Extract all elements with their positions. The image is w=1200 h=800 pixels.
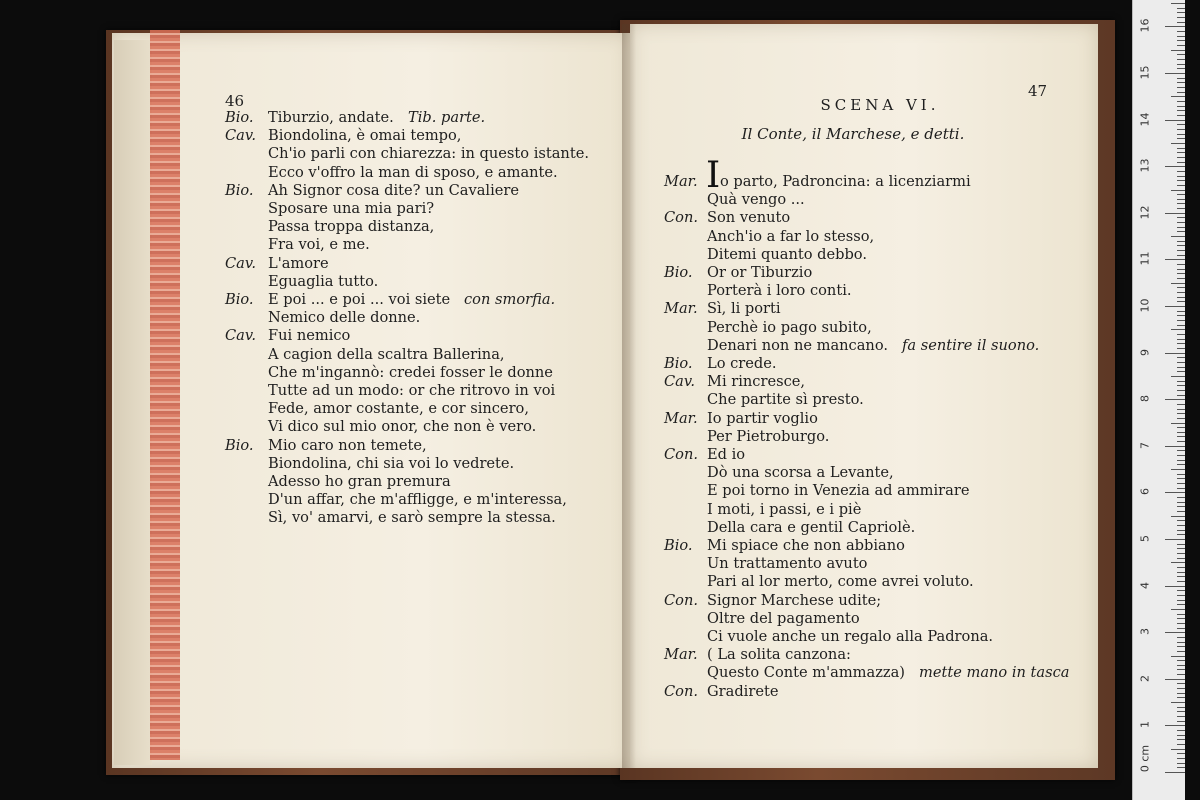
verse-text: Nemico delle donne. [268,309,421,327]
speaker-label: Con. [664,446,698,463]
verse-text: Mi rincresce, [707,373,806,391]
ruler-tick [1177,618,1185,619]
ruler-tick [1171,749,1185,750]
ruler-tick [1177,315,1185,316]
verse-text: Sì, li porti [707,300,781,318]
ruler-tick [1177,478,1185,479]
ruler-tick [1177,474,1185,475]
verse-text: Dò una scorsa a Levante, [707,464,894,482]
ruler-tick [1177,548,1185,549]
ruler-label: 0 cm [1138,744,1152,773]
ruler-tick [1177,697,1185,698]
ruler-tick [1177,642,1185,643]
ruler-tick [1177,623,1185,624]
ruler-tick [1177,544,1185,545]
ruler-tick [1177,17,1185,18]
ruler-tick [1177,227,1185,228]
ruler-tick [1177,558,1185,559]
speaker-label: Con. [664,682,698,700]
ruler-tick [1171,143,1185,144]
verse-text: Perchè io pago subito, [707,318,872,336]
ruler-tick [1177,669,1185,670]
ruler-tick [1177,255,1185,256]
verse-text: Anch'io a far lo stesso, [707,227,875,245]
stage-direction: con smorfia. [464,291,556,308]
ruler-tick [1171,516,1185,517]
ruler-tick [1177,502,1185,503]
verse-text: Oltre del pagamento [707,609,860,627]
ruler-tick [1177,506,1185,507]
ruler-tick [1171,3,1185,4]
ruler-tick [1177,22,1185,23]
verse-text: Biondolina, chi sia voi lo vedrete. [268,454,515,472]
ruler-tick [1177,651,1185,652]
ruler-tick [1165,679,1185,680]
verse-text: Della cara e gentil Capriolè. [707,518,916,536]
speaker-label: Bio. [225,291,254,308]
ruler-tick [1171,656,1185,657]
verse-text: E poi ... e poi ... voi siete [268,291,451,308]
verse-text: Sposare una mia pari? [268,200,435,217]
ruler-tick [1177,707,1185,708]
page-edge [114,40,152,765]
speaker-label: Mar. [664,173,698,190]
verse-text: Passa troppa distanza, [268,218,435,236]
ruler-tick [1177,78,1185,79]
verse-text: Son venuto [707,209,791,227]
ruler-tick [1177,106,1185,107]
ruler-tick [1177,64,1185,65]
ruler-tick [1165,120,1185,121]
verse-text: Ch'io parli con chiarezza: in questo istante. [268,145,589,163]
verse-text: Ecco v'offro la man di sposo, e amante. [268,163,558,181]
ruler-tick [1177,614,1185,615]
ruler-tick [1177,674,1185,675]
ruler-tick [1177,628,1185,629]
ruler-label: 5 [1138,535,1152,542]
ruler-label: 16 [1138,18,1152,33]
ruler-tick [1177,385,1185,386]
ruler-label: 2 [1138,674,1152,682]
ruler-tick [1177,753,1185,754]
ruler-tick [1177,134,1185,135]
ruler-tick [1177,441,1185,442]
ruler-tick [1177,413,1185,414]
ruler-tick [1177,36,1185,37]
ruler-tick [1177,488,1185,489]
ruler-tick [1177,31,1185,32]
ruler-tick [1177,763,1185,764]
verse-text: Mio caro non temete, [268,436,427,454]
verse-text: Vi dico sul mio onor, che non è vero. [268,418,537,436]
ruler-tick [1177,68,1185,69]
ruler-tick [1171,423,1185,424]
ruler-tick [1177,311,1185,312]
verse-text: I moti, i passi, e i piè [707,500,862,518]
ruler-tick [1177,595,1185,596]
ruler-tick [1177,390,1185,391]
verse-text: Fede, amor costante, e cor sincero, [268,400,529,418]
stage-direction: fa sentire il suono. [902,336,1040,354]
ruler-label: 12 [1138,205,1152,220]
ruler-tick [1177,176,1185,177]
verse-text: Eguaglia tutto. [268,272,379,290]
verse-text: Signor Marchese udite; [707,591,882,609]
ruler-tick [1177,101,1185,102]
ruler-tick [1177,553,1185,554]
ruler-tick [1177,371,1185,372]
ruler-tick [1171,329,1185,330]
speaker-label: Bio. [664,264,693,281]
ruler-tick [1177,660,1185,661]
ruler-tick [1177,180,1185,181]
ruler-tick [1177,162,1185,163]
ruler-tick [1165,586,1185,587]
speaker-label: Mar. [664,646,698,664]
ruler-tick [1165,26,1185,27]
verse-text: Gradirete [707,682,779,700]
verse-text: Ditemi quanto debbo. [707,245,867,263]
ruler-label: 7 [1138,441,1152,449]
ruler-tick [1177,730,1185,731]
ruler-tick [1177,688,1185,689]
ruler-tick [1177,357,1185,358]
ruler-tick [1177,511,1185,512]
verse-text: Che partite sì presto. [707,391,864,409]
ruler-tick [1177,278,1185,279]
ruler-tick [1177,115,1185,116]
speaker-label: Cav. [225,127,257,145]
ruler-tick [1177,297,1185,298]
ruler-tick [1177,264,1185,265]
verse-text: Ci vuole anche un regalo alla Padrona. [707,628,994,645]
verse-text: L'amore [268,254,329,272]
measuring-ruler [1132,0,1185,800]
speaker-label: Cav. [225,327,257,345]
ruler-tick [1177,194,1185,195]
verse-text: Porterà i loro conti. [707,282,852,300]
ruler-tick [1177,497,1185,498]
ruler-tick [1177,203,1185,204]
verse-text: Questo Conte m'ammazza) [707,664,905,682]
ruler-tick [1177,637,1185,638]
ruler-tick [1177,711,1185,712]
ruler-label: 6 [1138,488,1152,496]
ruler-label: 15 [1138,65,1152,80]
ruler-tick [1177,572,1185,573]
ruler-label: 4 [1138,581,1152,589]
ruler-label: 8 [1138,395,1152,403]
ruler-tick [1177,245,1185,246]
ruler-label: 10 [1138,298,1152,313]
ruler-tick [1177,348,1185,349]
ruler-label: 9 [1138,348,1152,356]
ruler-tick [1177,581,1185,582]
verse-text: Adesso ho gran premura [268,473,451,490]
ruler-tick [1177,716,1185,717]
ruler-tick [1177,217,1185,218]
speaker-label: Bio. [225,181,254,199]
ruler-tick [1177,45,1185,46]
speaker-label: Bio. [225,109,254,126]
ruler-tick [1177,427,1185,428]
ruler-tick [1165,446,1185,447]
ruler-tick [1177,222,1185,223]
ruler-tick [1177,721,1185,722]
verse-text: Sì, vo' amarvi, e sarò sempre la stessa. [268,509,556,527]
ruler-tick [1177,600,1185,601]
speaker-label: Con. [664,591,698,609]
red-sprinkled-edge [150,30,180,760]
ruler-tick [1165,306,1185,307]
verse-text: Fui nemico [268,327,351,345]
ruler-tick [1177,665,1185,666]
speaker-label: Con. [664,209,698,227]
ruler-tick [1177,292,1185,293]
ruler-tick [1177,739,1185,740]
ruler-tick [1177,241,1185,242]
ruler-tick [1177,758,1185,759]
ruler-tick [1177,54,1185,55]
ruler-tick [1177,273,1185,274]
verse-text: Mi spiace che non abbiano [707,537,905,554]
ruler-tick [1165,492,1185,493]
ruler-tick [1177,767,1185,768]
ruler-tick [1177,436,1185,437]
verse-text: E poi torno in Venezia ad ammirare [707,482,970,500]
ruler-tick [1177,567,1185,568]
ruler-tick [1165,725,1185,726]
speaker-label: Mar. [664,300,698,318]
verse-text: Tiburzio, andate. [268,109,394,126]
verse-text: Lo crede. [707,355,777,372]
ruler-tick [1177,320,1185,321]
speaker-label: Cav. [225,254,257,272]
ruler-tick [1177,483,1185,484]
ruler-tick [1177,250,1185,251]
ruler-tick [1177,534,1185,535]
ruler-tick [1177,231,1185,232]
ruler-tick [1177,735,1185,736]
ruler-tick [1171,96,1185,97]
ruler-tick [1177,208,1185,209]
ruler-tick [1171,50,1185,51]
ruler-label: 14 [1138,112,1152,127]
verse-text: Denari non ne mancano. [707,336,888,354]
ruler-tick [1171,469,1185,470]
ruler-tick [1177,409,1185,410]
ruler-tick [1171,702,1185,703]
verse-text: Fra voi, e me. [268,236,370,254]
ruler-tick [1177,92,1185,93]
ruler-tick [1177,287,1185,288]
stage-direction: mette mano in tasca [919,664,1070,682]
book-gutter [622,24,636,768]
ruler-tick [1177,334,1185,335]
ruler-tick [1177,269,1185,270]
ruler-tick [1177,576,1185,577]
ruler-label: 3 [1138,628,1152,636]
ruler-tick [1177,185,1185,186]
ruler-label: 11 [1138,251,1152,266]
ruler-tick [1177,404,1185,405]
ruler-tick [1177,152,1185,153]
ruler-tick [1177,367,1185,368]
verse-text: Biondolina, è omai tempo, [268,127,462,145]
verse-text: Quà vengo ... [707,191,805,209]
ruler-tick [1165,772,1185,773]
stage-direction: Tib. parte. [408,109,486,126]
ruler-tick [1177,395,1185,396]
ruler-tick [1165,539,1185,540]
ruler-tick [1171,562,1185,563]
ruler-tick [1177,8,1185,9]
ruler-tick [1177,525,1185,526]
ruler-tick [1177,418,1185,419]
ruler-tick [1177,40,1185,41]
ruler-tick [1171,609,1185,610]
ruler-tick [1171,376,1185,377]
ruler-tick [1171,190,1185,191]
right-page-number: 47 [1028,82,1048,100]
speaker-label: Cav. [664,373,696,391]
speaker-label: Bio. [225,436,254,454]
ruler-tick [1177,455,1185,456]
verse-text: D'un affar, che m'affligge, e m'interessa, [268,491,567,509]
ruler-tick [1177,646,1185,647]
ruler-tick [1177,82,1185,83]
ruler-tick [1177,343,1185,344]
ruler-tick [1177,148,1185,149]
verse-text: Ed io [707,446,746,463]
ruler-tick [1171,283,1185,284]
ruler-tick [1177,124,1185,125]
verse-text: Che m'ingannò: credei fosser le donne [268,363,553,381]
verse-text: Io partir voglio [707,409,818,427]
ruler-tick [1165,353,1185,354]
drop-cap: I [706,155,721,196]
ruler-tick [1177,129,1185,130]
ruler-tick [1165,213,1185,214]
ruler-tick [1177,59,1185,60]
ruler-tick [1177,87,1185,88]
ruler-tick [1177,530,1185,531]
ruler-tick [1177,110,1185,111]
ruler-tick [1177,590,1185,591]
verse-text: Pari al lor merto, come avrei voluto. [707,573,974,591]
verse-text: A cagion della scaltra Ballerina, [268,345,505,363]
ruler-tick [1177,432,1185,433]
ruler-tick [1165,73,1185,74]
ruler-tick [1165,399,1185,400]
ruler-tick [1177,157,1185,158]
ruler-tick [1177,520,1185,521]
ruler-tick [1177,339,1185,340]
ruler-tick [1177,683,1185,684]
ruler-tick [1177,464,1185,465]
ruler-tick [1177,744,1185,745]
left-page-number: 46 [225,92,245,110]
ruler-tick [1171,236,1185,237]
ruler-label: 13 [1138,158,1152,173]
verse-text: Or or Tiburzio [707,264,813,281]
verse-text: Ah Signor cosa dite? un Cavaliere [268,181,519,199]
ruler-label: 1 [1138,721,1152,729]
ruler-tick [1177,325,1185,326]
verse-text: o parto, Padroncina: a licenziarmi [720,173,971,190]
ruler-tick [1177,12,1185,13]
ruler-tick [1165,259,1185,260]
verse-text: ( La solita canzona: [707,646,851,664]
ruler-tick [1177,450,1185,451]
verse-text: Tutte ad un modo: or che ritrovo in voi [268,382,556,399]
verse-text: Per Pietroburgo. [707,427,830,445]
ruler-tick [1177,301,1185,302]
ruler-tick [1177,604,1185,605]
ruler-tick [1177,199,1185,200]
ruler-tick [1177,362,1185,363]
ruler-tick [1177,171,1185,172]
speaker-label: Bio. [664,355,693,372]
ruler-tick [1177,693,1185,694]
ruler-tick [1177,381,1185,382]
scene-title: SCENA VI. [820,96,940,114]
verse-text: Un trattamento avuto [707,555,868,573]
speaker-label: Mar. [664,409,698,427]
ruler-tick [1165,632,1185,633]
ruler-tick [1165,166,1185,167]
speaker-label: Bio. [664,537,693,554]
scene-characters: Il Conte, il Marchese, e detti. [741,125,965,143]
ruler-tick [1177,460,1185,461]
ruler-tick [1177,138,1185,139]
